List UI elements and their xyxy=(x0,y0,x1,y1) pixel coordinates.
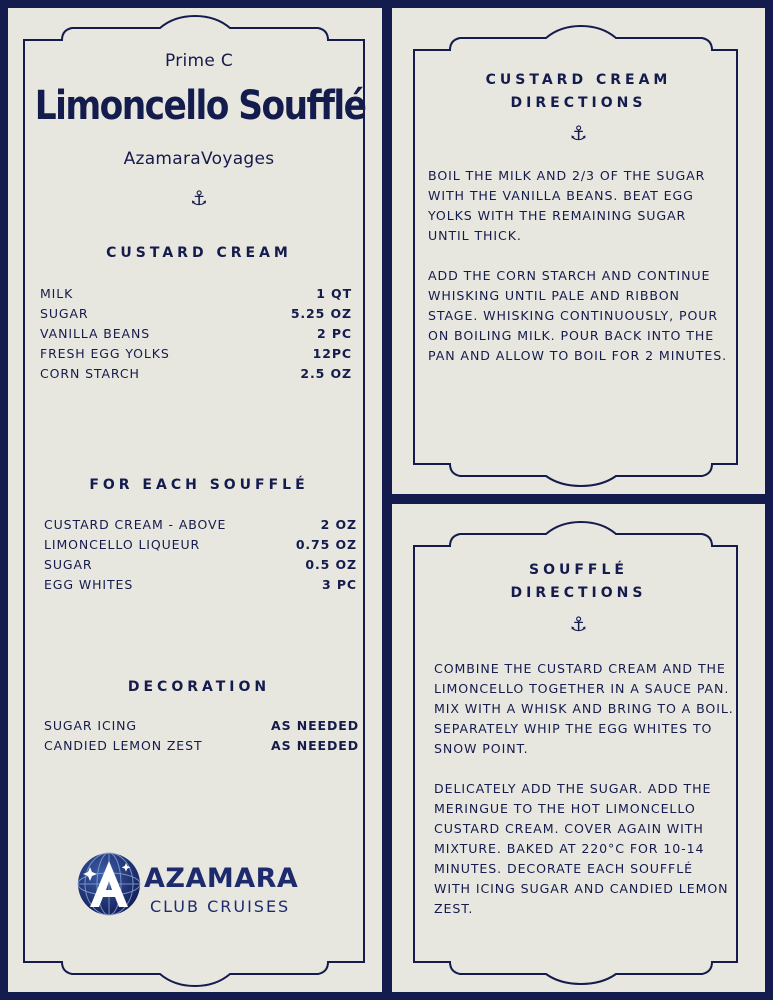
ingredient-qty: 0.5 OZ xyxy=(305,557,357,572)
ingredient-qty: 5.25 OZ xyxy=(290,306,352,321)
decoration-heading: DECORATION xyxy=(127,679,271,695)
list-item xyxy=(44,515,357,535)
ingredient-qty: 3 PC xyxy=(322,577,357,592)
ingredient-qty: 0.75 OZ xyxy=(295,537,357,552)
ingredient-name: VANILLA BEANS xyxy=(40,326,151,341)
logo-wordmark: AZAMARA xyxy=(144,863,299,894)
custard-cream-heading: CUSTARD CREAM xyxy=(106,245,292,261)
logo-tagline: CLUB CRUISES xyxy=(150,897,291,916)
list-item xyxy=(40,284,352,304)
custard-directions-heading-line1: CUSTARD CREAM xyxy=(485,72,672,88)
each-souffle-heading: FOR EACH SOUFFLÉ xyxy=(89,477,309,493)
recipe-subtitle: Prime C xyxy=(164,51,234,71)
list-item xyxy=(44,535,357,555)
ingredient-name: CANDIED LEMON ZEST xyxy=(44,738,203,753)
direction-paragraph: ADD THE CORN STARCH AND CONTINUE WHISKING UNTIL PALE AND RIBBON STAGE. WHISKING CONTINUOUSLY, POUR ON BOILING MILK. POUR BACK INTO THE PAN AND ALLOW TO BOIL FOR 2 MINUTES. xyxy=(428,268,727,363)
anchor-icon: ⚓ xyxy=(569,612,588,636)
list-item xyxy=(44,575,357,595)
brand-line: AzamaraVoyages xyxy=(123,149,275,169)
ingredient-name: SUGAR xyxy=(40,306,89,321)
list-item xyxy=(40,364,352,384)
ingredient-name: MILK xyxy=(40,286,74,301)
ingredient-qty: 2 OZ xyxy=(320,517,357,532)
ingredient-qty: 2.5 OZ xyxy=(300,366,352,381)
souffle-directions-heading-line1: SOUFFLÉ xyxy=(529,562,628,578)
ingredient-name: LIMONCELLO LIQUEUR xyxy=(44,537,201,552)
souffle-directions-heading-line2: DIRECTIONS xyxy=(510,585,647,601)
custard-directions-heading-line2: DIRECTIONS xyxy=(510,95,647,111)
recipe-title: Limoncello Soufflé xyxy=(34,83,366,129)
ingredient-qty: 12PC xyxy=(312,346,352,361)
ingredient-qty: 2 PC xyxy=(317,326,352,341)
azamara-logo xyxy=(76,851,326,919)
ingredient-name: EGG WHITES xyxy=(44,577,134,592)
direction-paragraph: COMBINE THE CUSTARD CREAM AND THE LIMONCELLO TOGETHER IN A SAUCE PAN. MIX WITH A WHISK AND BRING TO A BOIL. SEPARATELY WHIP THE EGG WHITES TO SNOW POINT. xyxy=(434,661,734,756)
custard-directions-card xyxy=(392,8,765,494)
ingredient-qty: AS NEEDED xyxy=(271,718,359,733)
anchor-icon: ⚓ xyxy=(569,121,588,145)
decoration-list xyxy=(44,716,359,756)
direction-paragraph: DELICATELY ADD THE SUGAR. ADD THE MERINGUE TO THE HOT LIMONCELLO CUSTARD CREAM. COVER AGAIN WITH MIXTURE. BAKED AT 220°C FOR 10-14 MINUTES. DECORATE EACH SOUFFLÉ WITH ICING SUGAR AND CANDIED LEMON ZEST. xyxy=(434,781,729,916)
list-item xyxy=(40,344,352,364)
ingredient-name: SUGAR xyxy=(44,557,93,572)
list-item xyxy=(44,555,357,575)
recipe-card xyxy=(8,8,382,992)
souffle-directions-card xyxy=(392,504,765,992)
ingredient-qty: AS NEEDED xyxy=(271,738,359,753)
ingredient-name: SUGAR ICING xyxy=(44,718,138,733)
each-souffle-list xyxy=(44,515,357,595)
list-item xyxy=(44,716,359,736)
list-item xyxy=(44,736,359,756)
list-item xyxy=(40,324,352,344)
ingredient-name: CORN STARCH xyxy=(40,366,140,381)
list-item xyxy=(40,304,352,324)
anchor-icon: ⚓ xyxy=(190,186,208,210)
custard-directions-body xyxy=(428,166,728,366)
globe-icon xyxy=(76,851,142,917)
custard-cream-list xyxy=(40,284,352,384)
souffle-directions-body xyxy=(434,659,734,919)
direction-paragraph: BOIL THE MILK AND 2/3 OF THE SUGAR WITH THE VANILLA BEANS. BEAT EGG YOLKS WITH THE REMAINING SUGAR UNTIL THICK. xyxy=(428,168,706,243)
ingredient-name: FRESH EGG YOLKS xyxy=(40,346,170,361)
ingredient-qty: 1 QT xyxy=(316,286,352,301)
ingredient-name: CUSTARD CREAM - ABOVE xyxy=(44,517,227,532)
